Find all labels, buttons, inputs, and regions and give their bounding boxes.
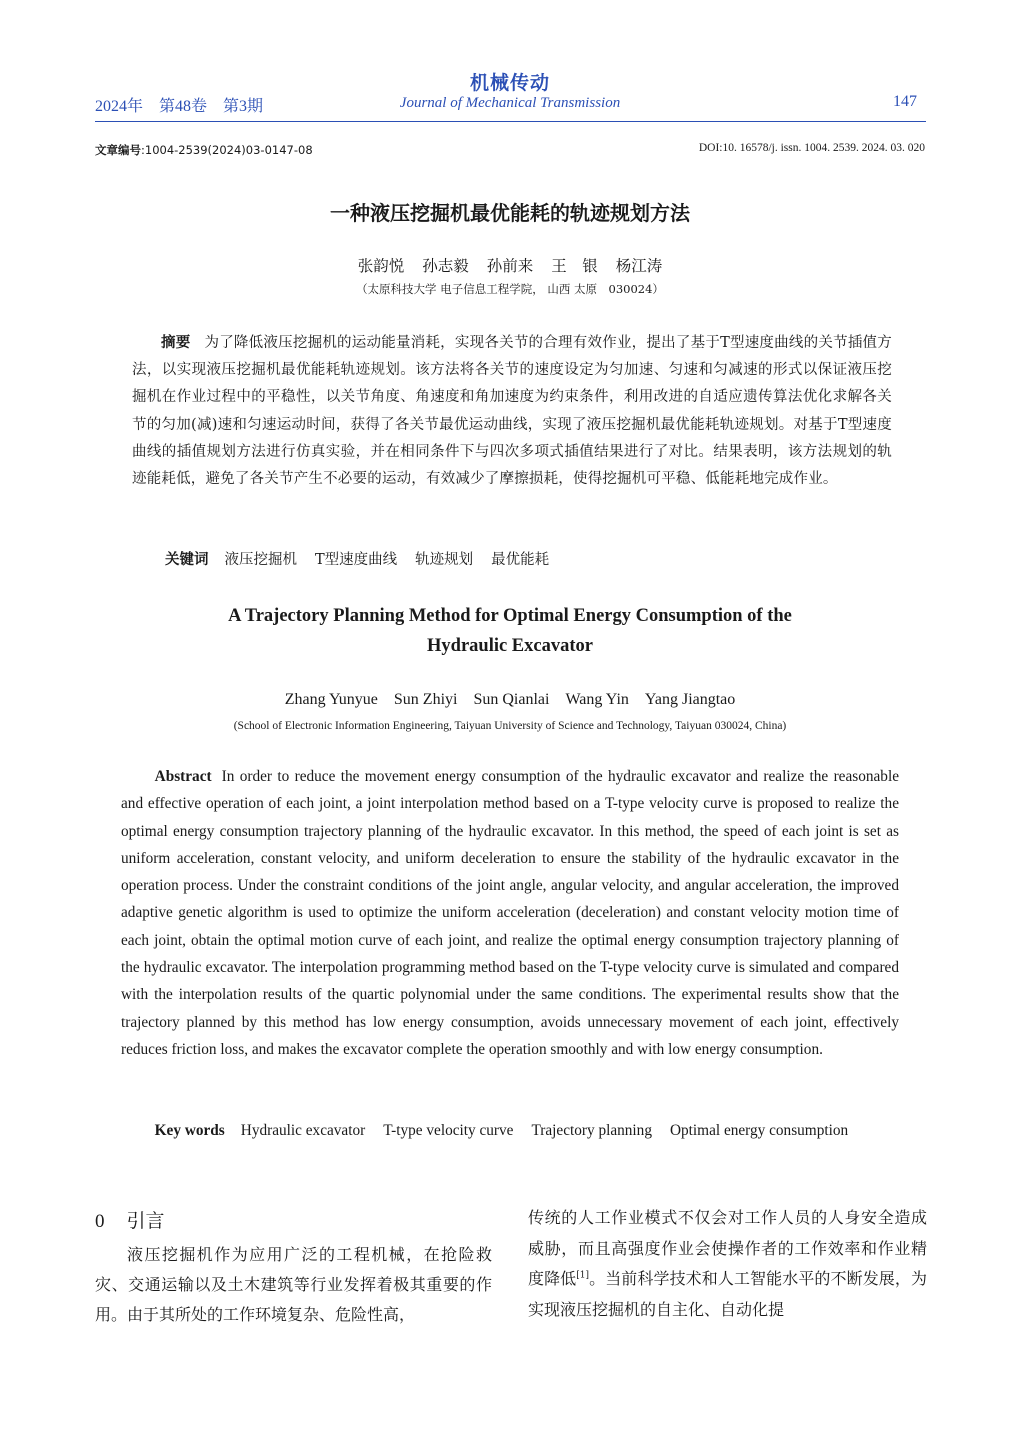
abstract-en (121, 763, 899, 1063)
affiliation-cn: （太原科技大学 电子信息工程学院， 山西 太原 030024） (356, 282, 664, 296)
citation[interactable]: [1] (576, 1270, 590, 1281)
body-right-text: 传统的人工作业模式不仅会对工作人员的人身安全造成威胁，而且高强度作业会使操作者的工作效率和作业精度降低 (528, 1208, 927, 1288)
keyword-cn: 液压挖掘机 (224, 552, 297, 568)
author-en: Yang Jiangtao (644, 691, 736, 708)
article-number-value: :1004-2539(2024)03-0147-08 (141, 143, 313, 157)
abstract-cn-label: 摘要 (161, 335, 191, 351)
abstract-cn (132, 330, 892, 493)
article-number (95, 142, 313, 158)
keyword-en: Hydraulic excavator (240, 1122, 366, 1139)
keywords-cn-label: 关键词 (165, 552, 209, 568)
abstract-en-label: Abstract (154, 768, 212, 785)
keywords-en (121, 1117, 899, 1144)
journal-name-cn: 机械传动 (469, 72, 550, 94)
doi: DOI:10. 16578/j. issn. 1004. 2539. 2024. 03. 020 (698, 142, 925, 154)
author-cn: 孙前来 (486, 257, 534, 275)
paper-title-en (0, 601, 1020, 661)
journal-name-en: Journal of Mechanical Transmission (399, 95, 621, 111)
affiliation-en: (School of Electronic Information Engineering, Taiyuan University of Science and Technology, Taiyuan 030024, China) (233, 720, 787, 732)
issue-info: 2024年 第48卷 第3期 (95, 98, 264, 115)
author-en: Sun Qianlai (473, 691, 550, 708)
author-cn: 杨江涛 (615, 257, 663, 275)
authors-cn (0, 254, 1020, 276)
keyword-en: Optimal energy consumption (669, 1122, 849, 1139)
paper-title-en-line: A Trajectory Planning Method for Optimal Energy Consumption of the (228, 606, 792, 626)
author-en: Sun Zhiyi (393, 691, 458, 708)
keywords-cn (165, 548, 567, 569)
paper-title-cn: 一种液压挖掘机最优能耗的轨迹规划方法 (330, 201, 690, 225)
author-en: Wang Yin (565, 691, 629, 708)
author-cn: 孙志毅 (422, 257, 469, 275)
keyword-cn: 轨迹规划 (415, 552, 474, 568)
keyword-cn: T型速度曲线 (315, 552, 398, 568)
section-title: 引言 (126, 1210, 165, 1232)
keyword-cn: 最优能耗 (491, 552, 550, 568)
body-left-column: 液压挖掘机作为应用广泛的工程机械，在抢险救灾、交通运输以及土木建筑等行业发挥着极其重要的作用。由于其所处的工作环境复杂、危险性高， (95, 1245, 492, 1324)
article-number-label: 文章编号 (95, 143, 141, 157)
keywords-en-label: Key words (154, 1122, 225, 1139)
body-right-column (528, 1203, 927, 1325)
keyword-en: T-type velocity curve (383, 1122, 514, 1139)
author-cn: 王 银 (551, 257, 598, 275)
section-number: 0 (95, 1211, 105, 1232)
header-rule (95, 121, 926, 122)
author-en: Zhang Yunyue (284, 691, 378, 708)
body-right-text: 。当前科学技术和人工智能水平的不断发展，为实现液压挖掘机的自主化、自动化提 (528, 1269, 927, 1319)
keyword-en: Trajectory planning (531, 1122, 652, 1139)
paper-title-en-line: Hydraulic Excavator (427, 636, 593, 656)
authors-en (0, 691, 1020, 709)
page-number: 147 (893, 93, 917, 110)
abstract-en-text: In order to reduce the movement energy consumption of the hydraulic excavator and realize the reasonable and effective operation of each joint, a joint interpolation method based on a T-type velocity curve is proposed to realize the optimal energy consumption trajectory planning of the hydraulic excavator. In this method, the speed of each joint is set as uniform acceleration, constant velocity, and uniform deceleration to ensure the stability of the hydraulic excavator in the operation process. Under the constraint conditions of the joint angle, angular velocity, and angular acceleration, the improved adaptive genetic algorithm is used to optimize the uniform acceleration (deceleration) and constant velocity motion time of each joint, obtain the optimal motion curve of each joint, and realize the optimal energy consumption trajectory planning of the hydraulic excavator. The interpolation programming method based on the T-type velocity curve is simulated and compared with the interpolation results of the quartic polynomial under the same conditions. The experimental results show that the trajectory planned by this method has low energy consumption, avoids unnecessary movement of each joint, effectively reduces friction loss, and makes the excavator complete the operation smoothly and with low energy consumption. (121, 768, 899, 1058)
abstract-cn-text: 为了降低液压挖掘机的运动能量消耗，实现各关节的合理有效作业，提出了基于T型速度曲线的关节插值方法，以实现液压挖掘机最优能耗轨迹规划。该方法将各关节的速度设定为匀加速、匀速和匀减速的形式以保证液压挖掘机在作业过程中的平稳性，以关节角度、角速度和角加速度为约束条件，利用改进的自适应遗传算法优化求解各关节的匀加(减)速和匀速运动时间，获得了各关节最优运动曲线，实现了液压挖掘机最优能耗轨迹规划。对基于T型速度曲线的插值规划方法进行仿真实验，并在相同条件下与四次多项式插值结果进行了对比。结果表明，该方法规划的轨迹能耗低，避免了各关节产生不必要的运动，有效减少了摩擦损耗，使得挖掘机可平稳、低能耗地完成作业。 (132, 335, 892, 488)
section-heading (95, 1206, 165, 1233)
author-cn: 张韵悦 (357, 257, 405, 275)
